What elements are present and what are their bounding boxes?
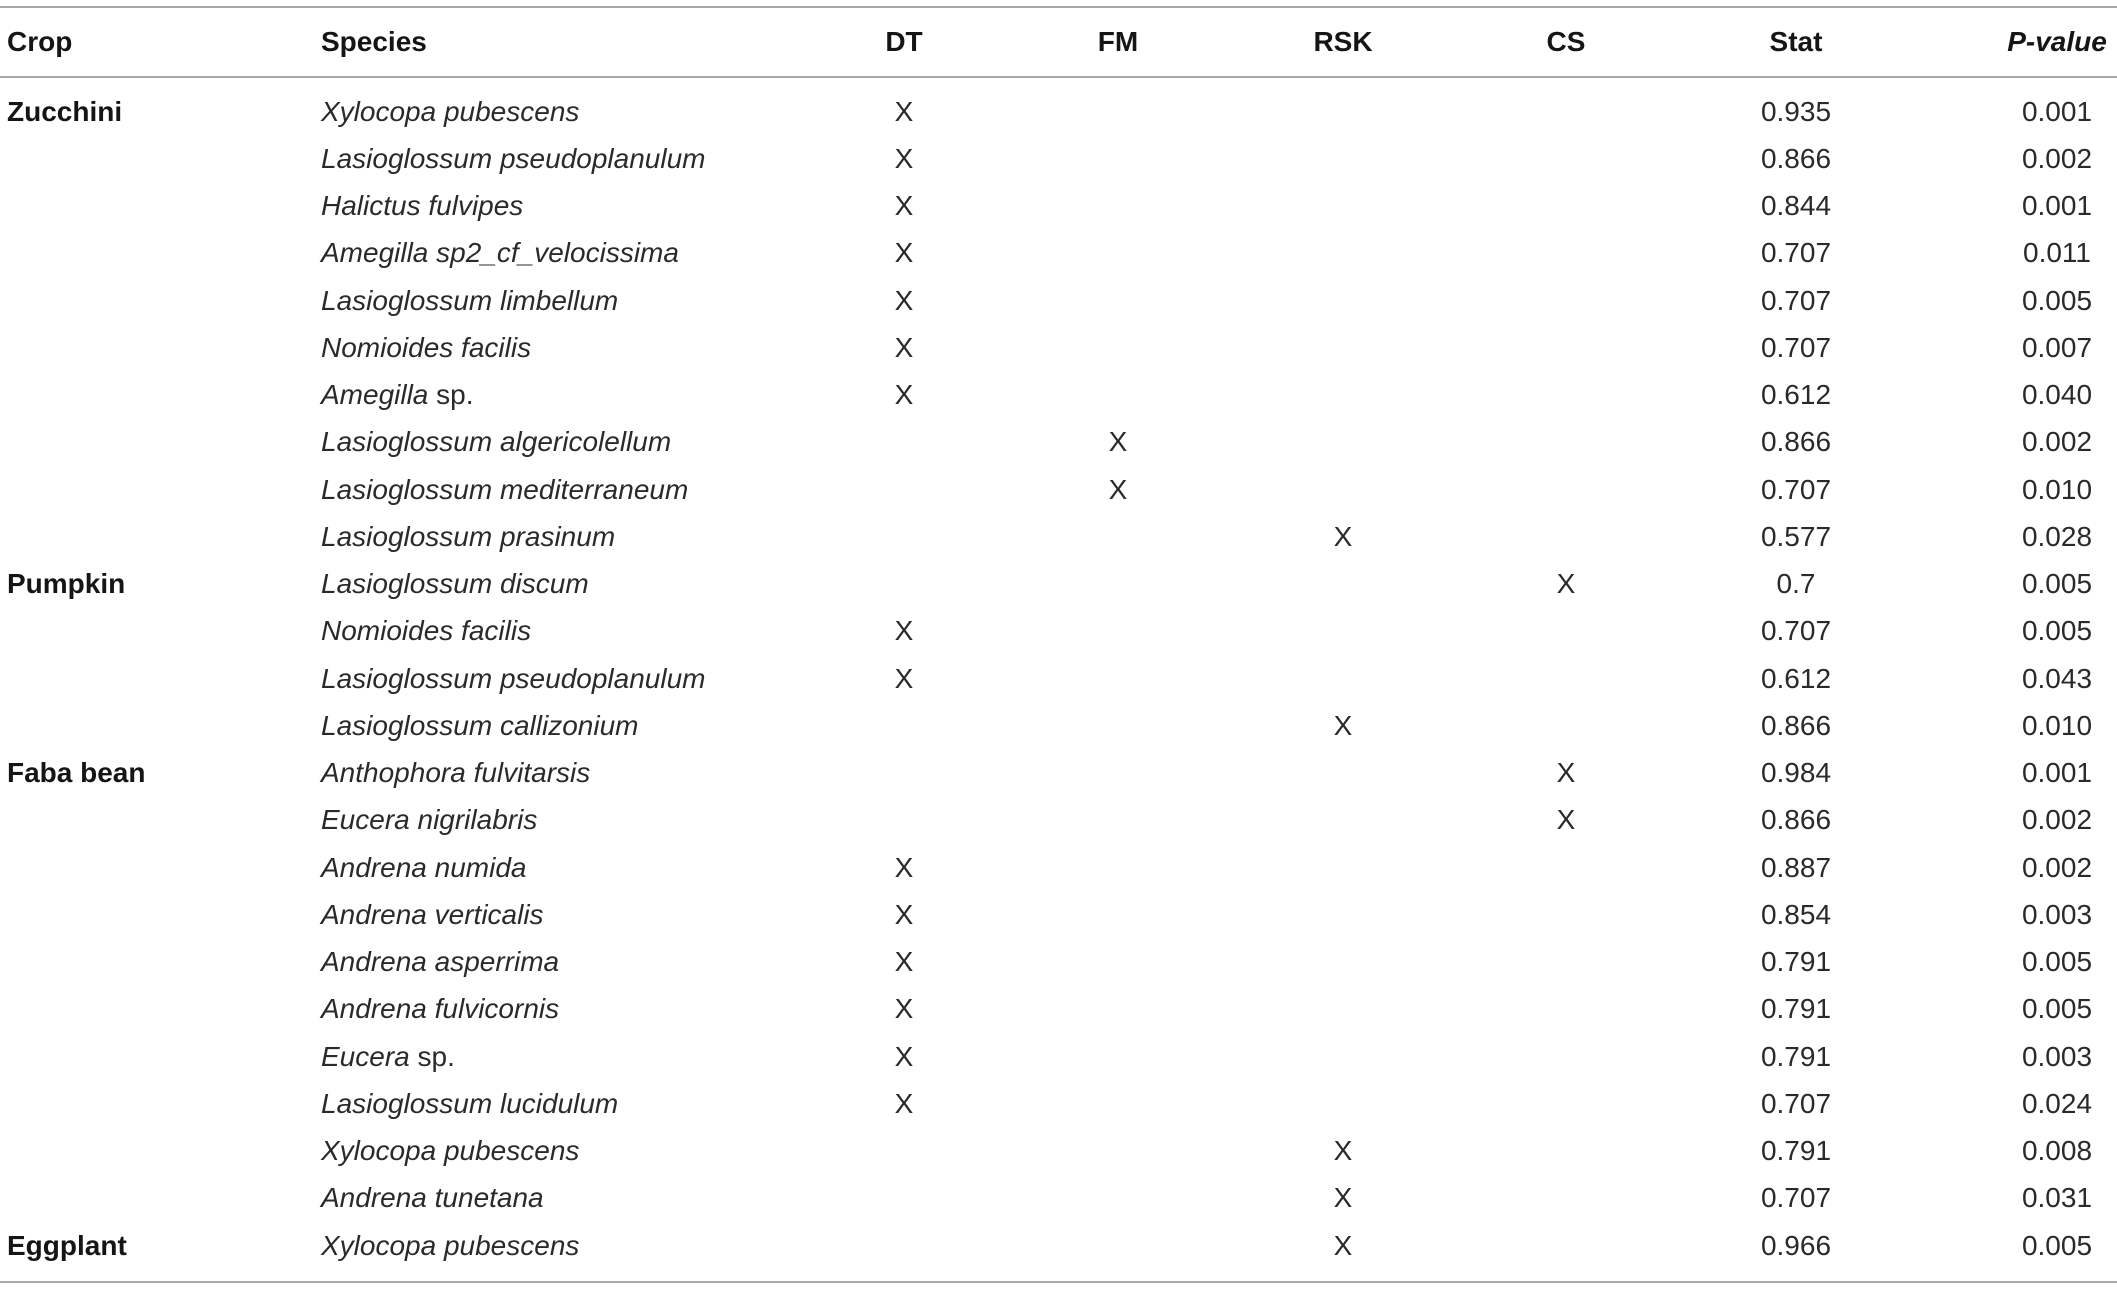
- species-cell: [321, 710, 797, 742]
- stat-value: 0.935: [1760, 95, 1832, 127]
- table-body: [0, 78, 2117, 1281]
- species-suffix: sp.: [428, 379, 474, 411]
- species-cell: [321, 237, 797, 269]
- species-cell: [321, 1088, 797, 1120]
- species-suffix: sp.: [409, 1040, 455, 1072]
- dt-mark: X: [894, 898, 914, 930]
- table-row: [0, 797, 2117, 844]
- table-row: [0, 561, 2117, 608]
- header-species: Species: [321, 26, 427, 57]
- p-value: 0.002: [2021, 804, 2093, 836]
- species-cell: [321, 1182, 797, 1214]
- table-row: [0, 466, 2117, 513]
- species-cell: [321, 899, 797, 931]
- table-row: [0, 986, 2117, 1033]
- p-value: 0.002: [2021, 142, 2093, 174]
- table-row: [0, 88, 2117, 135]
- table-row: [0, 1033, 2117, 1080]
- species-cell: [321, 426, 797, 458]
- p-value: 0.001: [2021, 95, 2093, 127]
- crop-label: Zucchini: [7, 95, 123, 127]
- species-cell: [321, 1041, 797, 1073]
- dt-mark: X: [894, 946, 914, 978]
- stat-value: 0.707: [1760, 615, 1832, 647]
- table-row: [0, 230, 2117, 277]
- species-name: Andrena asperrima: [321, 946, 560, 978]
- stat-value: 0.866: [1760, 709, 1832, 741]
- dt-mark: X: [894, 379, 914, 411]
- cs-mark: X: [1556, 568, 1576, 600]
- rsk-mark: X: [1333, 1135, 1353, 1167]
- species-cell: [321, 804, 797, 836]
- p-value: 0.005: [2021, 1229, 2093, 1261]
- stat-value: 0.612: [1760, 662, 1832, 694]
- species-name: Halictus fulvipes: [321, 190, 524, 222]
- stat-value: 0.791: [1760, 1135, 1832, 1167]
- table-row: [0, 702, 2117, 749]
- stat-value: 0.612: [1760, 379, 1832, 411]
- species-name: Lasioglossum pseudoplanulum: [321, 142, 706, 174]
- stat-value: 0.887: [1760, 851, 1832, 883]
- stat-value: 0.984: [1760, 757, 1832, 789]
- species-name: Lasioglossum algericolellum: [321, 426, 672, 458]
- species-name: Xylocopa pubescens: [321, 1135, 580, 1167]
- species-name: Lasioglossum prasinum: [321, 520, 616, 552]
- fm-mark: X: [1108, 473, 1128, 505]
- header-cs: CS: [1546, 26, 1586, 57]
- species-name: Xylocopa pubescens: [321, 95, 580, 127]
- cs-mark: X: [1556, 757, 1576, 789]
- p-value: 0.043: [2021, 662, 2093, 694]
- p-value: 0.003: [2021, 898, 2093, 930]
- header-p-value: P-value: [2007, 26, 2107, 57]
- table-row: [0, 608, 2117, 655]
- stat-value: 0.707: [1760, 473, 1832, 505]
- stat-value: 0.707: [1760, 284, 1832, 316]
- header-crop: Crop: [7, 26, 73, 57]
- p-value: 0.005: [2021, 946, 2093, 978]
- p-value: 0.011: [2023, 237, 2091, 269]
- table-row: [0, 1222, 2117, 1269]
- dt-mark: X: [894, 331, 914, 363]
- table-row: [0, 939, 2117, 986]
- table-row: [0, 372, 2117, 419]
- rsk-mark: X: [1333, 1229, 1353, 1261]
- species-name: Lasioglossum callizonium: [321, 709, 639, 741]
- species-name: Lasioglossum pseudoplanulum: [321, 662, 706, 694]
- species-cell: [321, 1230, 797, 1262]
- dt-mark: X: [894, 95, 914, 127]
- p-value: 0.024: [2021, 1087, 2093, 1119]
- crop-label: Eggplant: [7, 1229, 127, 1261]
- p-value: 0.002: [2021, 426, 2093, 458]
- p-value: 0.005: [2021, 568, 2093, 600]
- species-cell: [321, 852, 797, 884]
- dt-mark: X: [894, 1040, 914, 1072]
- species-name: Eucera: [321, 1040, 410, 1072]
- dt-mark: X: [894, 851, 914, 883]
- stat-value: 0.866: [1760, 426, 1832, 458]
- species-name: Amegilla sp2_cf_velocissima: [321, 237, 679, 269]
- species-name: Lasioglossum mediterraneum: [321, 473, 689, 505]
- species-cell: [321, 568, 797, 600]
- p-value: 0.010: [2021, 709, 2093, 741]
- stat-value: 0.791: [1760, 993, 1832, 1025]
- rsk-mark: X: [1333, 709, 1353, 741]
- stat-value: 0.966: [1760, 1229, 1832, 1261]
- stat-value: 0.707: [1760, 237, 1832, 269]
- species-cell: [321, 757, 797, 789]
- table-row: [0, 135, 2117, 182]
- species-cell: [321, 285, 797, 317]
- species-name: Amegilla: [321, 379, 429, 411]
- table-row: [0, 419, 2117, 466]
- crop-label: Faba bean: [7, 757, 146, 789]
- fm-mark: X: [1108, 426, 1128, 458]
- table-row: [0, 183, 2117, 230]
- stat-value: 0.707: [1760, 1087, 1832, 1119]
- species-name: Nomioides facilis: [321, 615, 532, 647]
- dt-mark: X: [894, 993, 914, 1025]
- cs-mark: X: [1556, 804, 1576, 836]
- stat-value: 0.707: [1760, 1182, 1832, 1214]
- p-value: 0.028: [2021, 520, 2093, 552]
- species-name: Andrena verticalis: [321, 898, 544, 930]
- species-name: Eucera nigrilabris: [321, 804, 538, 836]
- stat-value: 0.707: [1760, 331, 1832, 363]
- stat-value: 0.866: [1760, 804, 1832, 836]
- table-row: [0, 1175, 2117, 1222]
- stat-value: 0.866: [1760, 142, 1832, 174]
- stat-value: 0.577: [1760, 520, 1832, 552]
- species-cell: [321, 663, 797, 695]
- species-cell: [321, 993, 797, 1025]
- table-row: [0, 324, 2117, 371]
- table-row: [0, 513, 2117, 560]
- species-cell: [321, 96, 797, 128]
- species-cell: [321, 1135, 797, 1167]
- indicator-species-table: [0, 6, 2117, 1283]
- table-row: [0, 1128, 2117, 1175]
- stat-value: 0.7: [1776, 568, 1816, 600]
- stat-value: 0.854: [1760, 898, 1832, 930]
- dt-mark: X: [894, 284, 914, 316]
- dt-mark: X: [894, 190, 914, 222]
- p-value: 0.001: [2021, 757, 2093, 789]
- species-cell: [321, 615, 797, 647]
- species-name: Andrena fulvicornis: [321, 993, 560, 1025]
- species-name: Anthophora fulvitarsis: [321, 757, 591, 789]
- p-value: 0.031: [2021, 1182, 2093, 1214]
- header-row: [0, 8, 2117, 78]
- species-name: Nomioides facilis: [321, 331, 532, 363]
- dt-mark: X: [894, 237, 914, 269]
- dt-mark: X: [894, 615, 914, 647]
- species-cell: [321, 474, 797, 506]
- species-name: Xylocopa pubescens: [321, 1229, 580, 1261]
- p-value: 0.005: [2021, 993, 2093, 1025]
- p-value: 0.003: [2021, 1040, 2093, 1072]
- species-cell: [321, 379, 797, 411]
- header-dt: DT: [885, 26, 923, 57]
- p-value: 0.002: [2021, 851, 2093, 883]
- table-row: [0, 844, 2117, 891]
- table-row: [0, 1080, 2117, 1127]
- stat-value: 0.844: [1760, 190, 1832, 222]
- species-cell: [321, 521, 797, 553]
- rsk-mark: X: [1333, 520, 1353, 552]
- species-cell: [321, 332, 797, 364]
- stat-value: 0.791: [1760, 1040, 1832, 1072]
- table-row: [0, 750, 2117, 797]
- species-cell: [321, 946, 797, 978]
- dt-mark: X: [894, 142, 914, 174]
- p-value: 0.040: [2021, 379, 2093, 411]
- p-value: 0.001: [2021, 190, 2093, 222]
- table-row: [0, 277, 2117, 324]
- species-name: Andrena numida: [321, 851, 527, 883]
- header-stat: Stat: [1769, 26, 1823, 57]
- p-value: 0.007: [2021, 331, 2093, 363]
- rsk-mark: X: [1333, 1182, 1353, 1214]
- p-value: 0.010: [2021, 473, 2093, 505]
- crop-label: Pumpkin: [7, 568, 126, 600]
- species-cell: [321, 190, 797, 222]
- species-name: Andrena tunetana: [321, 1182, 544, 1214]
- p-value: 0.005: [2021, 615, 2093, 647]
- p-value: 0.008: [2021, 1135, 2093, 1167]
- stat-value: 0.791: [1760, 946, 1832, 978]
- p-value: 0.005: [2021, 284, 2093, 316]
- header-fm: FM: [1097, 26, 1139, 57]
- table-row: [0, 891, 2117, 938]
- dt-mark: X: [894, 662, 914, 694]
- table-row: [0, 655, 2117, 702]
- header-rsk: RSK: [1313, 26, 1373, 57]
- species-name: Lasioglossum limbellum: [321, 284, 619, 316]
- species-name: Lasioglossum discum: [321, 568, 589, 600]
- species-cell: [321, 143, 797, 175]
- dt-mark: X: [894, 1087, 914, 1119]
- species-name: Lasioglossum lucidulum: [321, 1087, 619, 1119]
